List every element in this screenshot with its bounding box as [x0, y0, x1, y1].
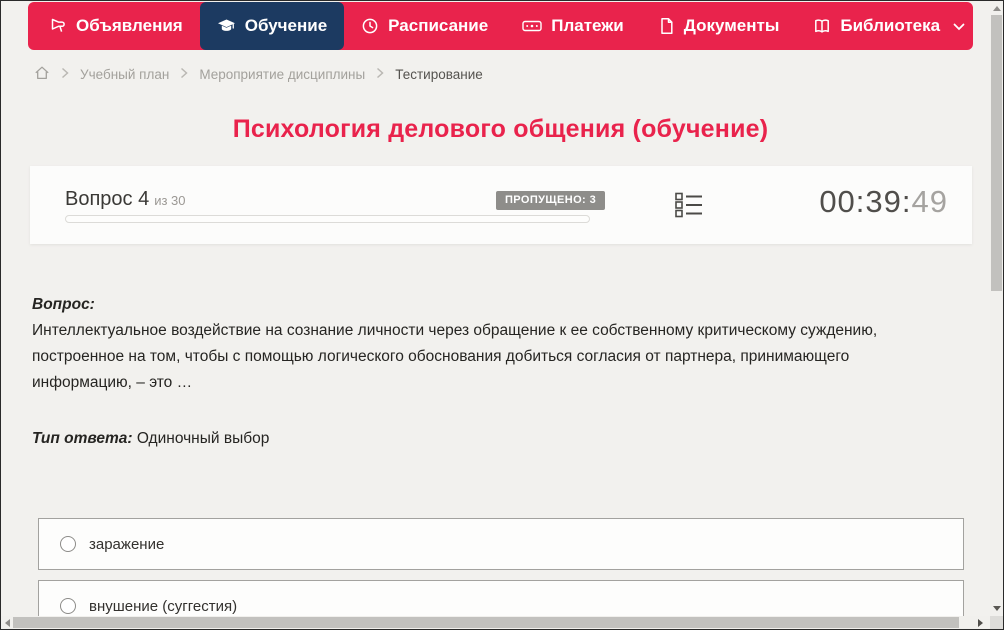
question-progress-bar	[65, 215, 590, 223]
clock-icon	[361, 17, 379, 35]
nav-item-learning[interactable]	[200, 2, 344, 50]
nav-item-label: Платежи	[551, 16, 624, 35]
nav-item-label: Обучение	[244, 16, 328, 35]
chevron-right-icon	[61, 67, 69, 82]
document-icon	[658, 17, 675, 35]
nav-item-library[interactable]	[796, 2, 982, 50]
main-nav	[28, 2, 973, 50]
nav-item-label: Расписание	[388, 16, 489, 35]
nav-item-documents[interactable]	[641, 2, 797, 50]
graduation-cap-icon	[217, 17, 236, 35]
question-text: Интеллектуальное воздействие на сознание личности через обращение к ее собственному критическому суждению, построенное на том, чтобы с помощью логического обоснования добиться согласия от партнера, принимающего информацию, – это …	[32, 322, 878, 391]
breadcrumb	[34, 64, 483, 84]
answer-type-label: Тип ответа:	[32, 430, 133, 447]
home-icon[interactable]	[34, 65, 50, 84]
question-number	[65, 188, 186, 211]
breadcrumb-item-testing: Тестирование	[395, 66, 483, 82]
skipped-badge: ПРОПУЩЕНО: 3	[496, 191, 605, 210]
nav-item-label: Объявления	[76, 16, 183, 35]
horizontal-scrollbar[interactable]	[1, 616, 992, 629]
question-header-card	[30, 166, 972, 244]
nav-item-payments[interactable]	[505, 2, 641, 50]
breadcrumb-item-curriculum[interactable]: Учебный план	[80, 66, 170, 82]
vertical-scrollbar[interactable]	[990, 1, 1003, 618]
nav-item-announcements[interactable]	[28, 2, 200, 50]
question-of-total: из 30	[154, 193, 186, 208]
timer-seconds: 49	[911, 184, 948, 219]
countdown-timer	[819, 184, 948, 220]
chevron-right-icon	[376, 67, 384, 82]
answer-type-row	[32, 430, 269, 448]
scroll-left-arrow-icon[interactable]	[5, 619, 10, 627]
banknote-icon	[522, 17, 542, 35]
question-prompt-label: Вопрос:	[32, 296, 95, 313]
answer-type-value: Одиночный выбор	[136, 430, 270, 447]
radio-button[interactable]	[60, 598, 76, 614]
timer-hours-minutes: 00:39:	[819, 184, 912, 219]
scrollbar-corner	[990, 616, 1003, 629]
chevron-down-icon	[953, 23, 965, 31]
nav-item-schedule[interactable]	[344, 2, 505, 50]
option-label: заражение	[89, 535, 165, 553]
question-number-label: Вопрос 4	[65, 188, 150, 210]
answer-option[interactable]	[38, 518, 964, 570]
radio-button[interactable]	[60, 536, 76, 552]
question-body	[32, 292, 942, 396]
question-list-icon[interactable]	[675, 192, 703, 223]
vertical-scrollbar-thumb[interactable]	[991, 15, 1002, 291]
page-title: Психология делового общения (обучение)	[232, 115, 769, 143]
horizontal-scrollbar-thumb[interactable]	[13, 617, 959, 628]
nav-item-label: Библиотека	[840, 16, 941, 35]
scroll-right-arrow-icon[interactable]	[978, 619, 983, 627]
megaphone-icon	[49, 17, 67, 35]
option-label: внушение (суггестия)	[89, 597, 238, 615]
book-icon	[813, 17, 831, 35]
breadcrumb-item-discipline-event[interactable]: Мероприятие дисциплины	[199, 66, 366, 82]
scroll-up-arrow-icon[interactable]	[993, 6, 1001, 11]
scroll-down-arrow-icon[interactable]	[993, 606, 1001, 611]
chevron-right-icon	[180, 67, 188, 82]
nav-item-label: Документы	[683, 16, 780, 35]
